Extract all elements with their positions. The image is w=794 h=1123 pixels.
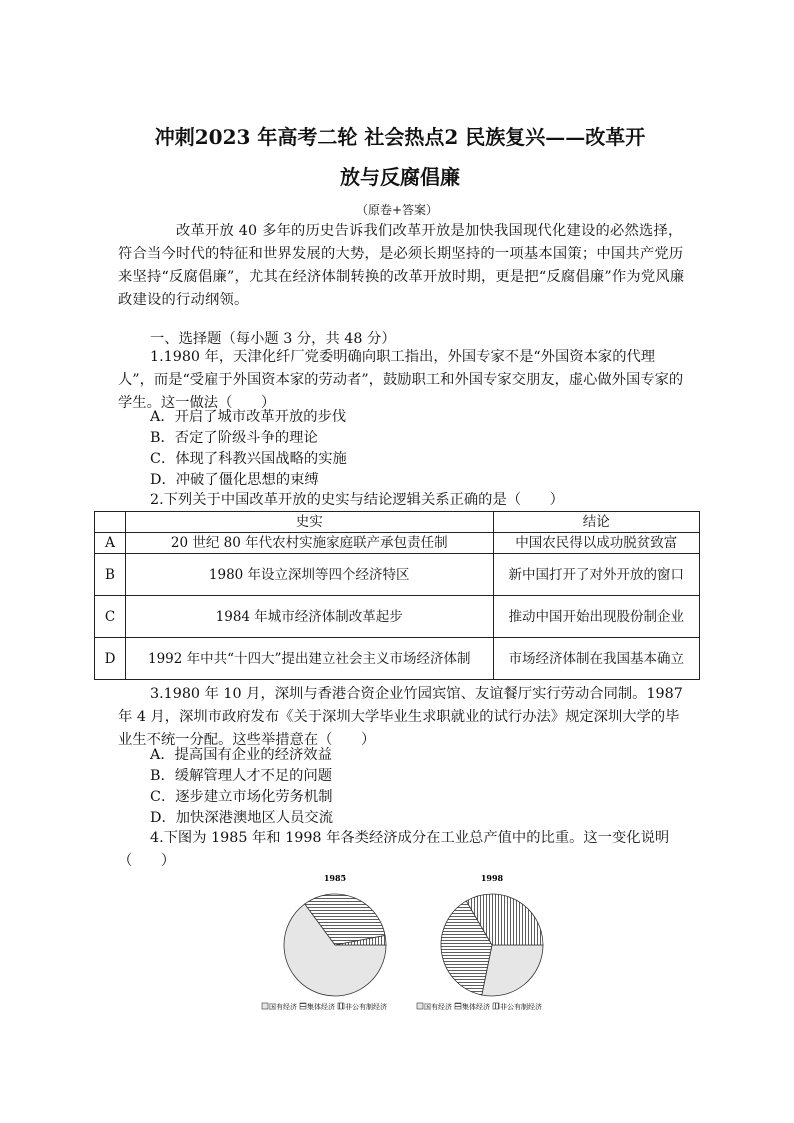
- question-3-stem: 3.1980 年 10 月，深圳与香港合资企业竹园宾馆、友谊餐厅实行劳动合同制。1987 年 4 月，深圳市政府发布《关于深圳大学毕业生求职就业的试行办法》规定深圳大学的毕业生不统一分配。这些举措意在（ ）: [118, 686, 683, 748]
- doc-subtitle: （原卷+答案）: [355, 203, 439, 217]
- table-cell: 1992 年中共“十四大”提出建立社会主义市场经济体制: [125, 638, 493, 680]
- question-4-stem: 4.下图为 1985 年和 1998 年各类经济成分在工业总产值中的比重。这一变化说明（ ）: [118, 830, 670, 869]
- table-cell: 市场经济体制在我国基本确立: [493, 638, 700, 680]
- pie-1985: [284, 894, 386, 996]
- legend-swatch: [338, 1003, 344, 1009]
- legend-swatch: [417, 1003, 423, 1009]
- q1-option-a: A．开启了城市改革开放的步伐: [150, 409, 347, 425]
- table-cell: B: [95, 554, 126, 596]
- q1-option-d: D．冲破了僵化思想的束缚: [150, 472, 319, 488]
- section-heading: 一、选择题（每小题 3 分，共 48 分）: [150, 331, 396, 347]
- doc-title-line2: 放与反腐倡廉: [340, 165, 460, 189]
- legend-swatch: [262, 1003, 268, 1009]
- pie-slice-state: [482, 945, 543, 996]
- table-header-cell: 史实: [125, 512, 493, 533]
- table-cell: 推动中国开始出现股份制企业: [493, 596, 700, 638]
- table-row: [95, 638, 700, 680]
- table-cell: 20 世纪 80 年代农村实施家庭联产承包责任制: [125, 533, 493, 554]
- legend-label: 非公有制经济: [500, 1003, 542, 1011]
- table-header-cell: 结论: [493, 512, 700, 533]
- q3-option-b: B．缓解管理人才不足的问题: [150, 768, 333, 784]
- chart-1998-title: 1998: [480, 873, 504, 883]
- legend-1998: [417, 1002, 542, 1011]
- q3-option-a: A．提高国有企业的经济效益: [150, 747, 332, 763]
- question-2-stem: 2.下列关于中国改革开放的史实与结论逻辑关系正确的是（ ）: [150, 492, 564, 508]
- table-cell: 新中国打开了对外开放的窗口: [493, 554, 700, 596]
- q3-option-c: C．逐步建立市场化劳务机制: [150, 789, 333, 805]
- question-1-stem: 1.1980 年，天津化纤厂党委明确向职工指出，外国专家不是“外国资本家的代理人”，而是“受雇于外国资本家的劳动者”，鼓励职工和外国专家交朋友，虚心做外国专家的学生。这一做法（ ）: [118, 349, 684, 411]
- legend-label: 国有经济: [269, 1003, 297, 1011]
- legend-label: 集体经济: [307, 1003, 335, 1011]
- table-cell: D: [95, 638, 126, 680]
- table-row: [95, 596, 700, 638]
- table-row: [95, 554, 700, 596]
- q1-option-c: C．体现了科教兴国战略的实施: [150, 451, 347, 467]
- doc-title-line1: 冲刺2023 年高考二轮 社会热点2 民族复兴——改革开: [154, 125, 646, 149]
- pie-1998: [441, 894, 543, 996]
- q4-pie-charts: [260, 870, 570, 1015]
- q2-table: [94, 511, 700, 680]
- table-header-row: [95, 512, 700, 533]
- table-cell: C: [95, 596, 126, 638]
- table-cell: 1980 年设立深圳等四个经济特区: [125, 554, 493, 596]
- legend-label: 非公有制经济: [345, 1003, 387, 1011]
- table-cell: A: [95, 533, 126, 554]
- table-row: [95, 533, 700, 554]
- legend-swatch: [300, 1003, 306, 1009]
- q3-option-d: D．加快深港澳地区人员交流: [150, 810, 334, 826]
- table-cell: 中国农民得以成功脱贫致富: [493, 533, 700, 554]
- chart-1985-title: 1985: [323, 873, 347, 883]
- legend-swatch: [493, 1003, 499, 1009]
- table-header-cell: [95, 512, 126, 533]
- table-cell: 1984 年城市经济体制改革起步: [125, 596, 493, 638]
- intro-paragraph: 改革开放 40 多年的历史告诉我们改革开放是加快我国现代化建设的必然选择，符合当今时代的特征和世界发展的大势，是必须长期坚持的一项基本国策；中国共产党历来坚持“反腐倡廉”，尤其在经济体制转换的改革开放时期，更是把“反腐倡廉”作为党风廉政建设的行动纲领。: [118, 223, 685, 308]
- legend-label: 集体经济: [462, 1003, 490, 1011]
- legend-1985: [262, 1002, 387, 1011]
- q1-option-b: B．否定了阶级斗争的理论: [150, 430, 318, 446]
- legend-swatch: [455, 1003, 461, 1009]
- legend-label: 国有经济: [424, 1003, 452, 1011]
